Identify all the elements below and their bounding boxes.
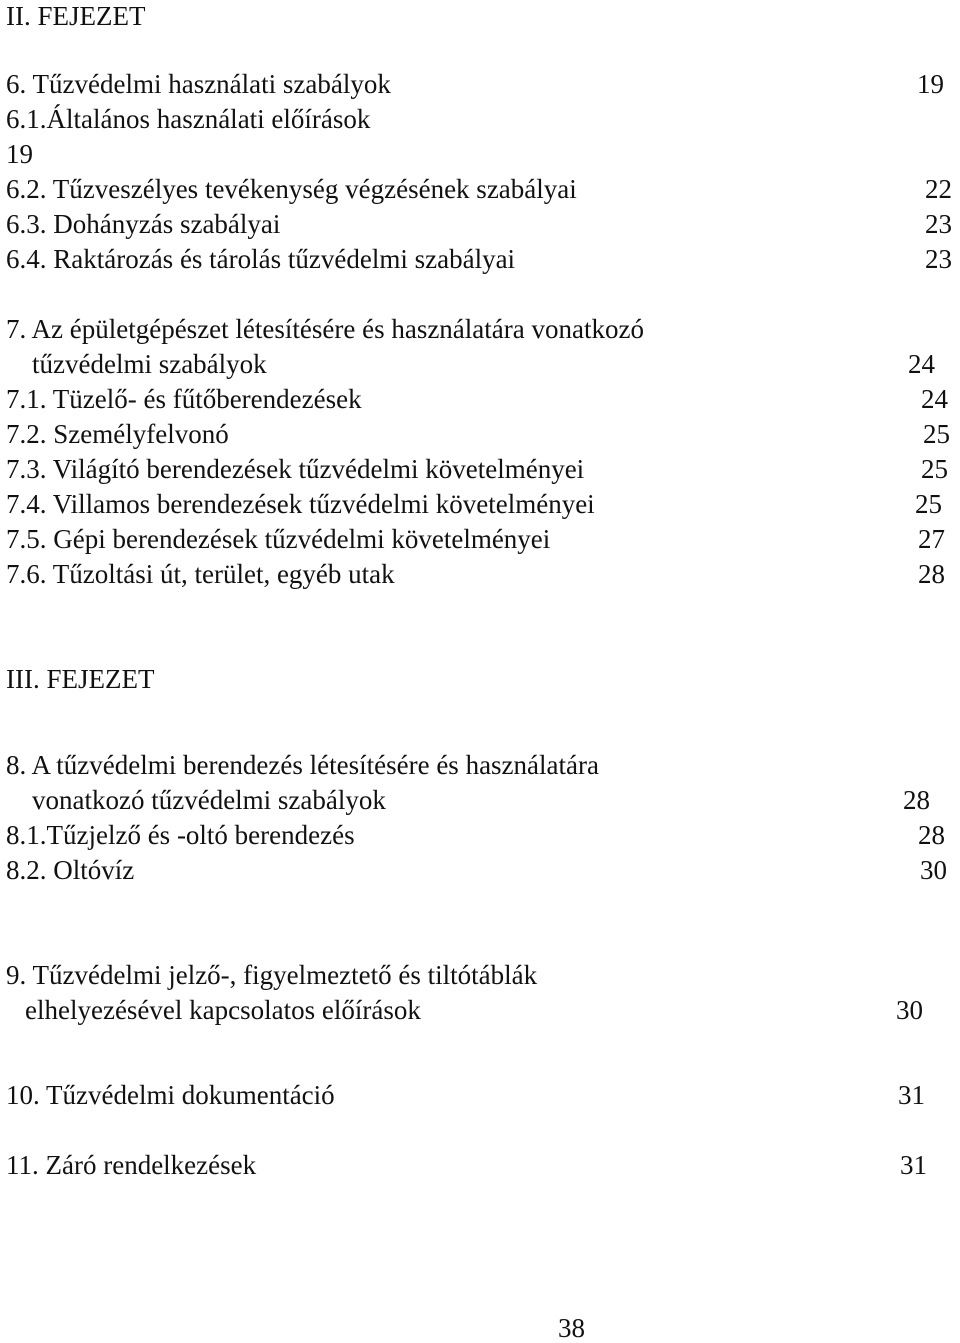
toc-entry-page: 30 — [920, 855, 947, 885]
toc-entry-title: 8.1.Tűzjelző és -oltó berendezés — [6, 820, 355, 850]
toc-entry-title: 7.6. Tűzoltási út, terület, egyéb utak — [6, 559, 395, 589]
toc-entry-title: 7.2. Személyfelvonó — [6, 419, 229, 449]
toc-entry-page: 24 — [908, 349, 935, 379]
toc-entry-page: 23 — [925, 209, 952, 239]
toc-entry-page: 25 — [923, 419, 950, 449]
toc-entry-page: 27 — [918, 524, 945, 554]
toc-entry-title: 11. Záró rendelkezések — [6, 1150, 257, 1180]
toc-entry-page: 19 — [6, 139, 33, 169]
toc-entry-title: 8.2. Oltóvíz — [6, 855, 135, 885]
toc-entry-page: 19 — [917, 69, 944, 99]
toc-entry-title-continuation: vonatkozó tűzvédelmi szabályok — [32, 785, 386, 815]
toc-entry-page: 22 — [925, 174, 952, 204]
toc-entry-title: 6.1.Általános használati előírások — [6, 104, 371, 134]
page-number: 38 — [558, 1313, 585, 1343]
toc-entry-page: 28 — [903, 785, 930, 815]
chapter-heading: III. FEJEZET — [6, 664, 155, 694]
toc-entry-page: 28 — [918, 559, 945, 589]
toc-entry-title-continuation: tűzvédelmi szabályok — [32, 349, 267, 379]
toc-entry-title: 7. Az épületgépészet létesítésére és használatára vonatkozó — [6, 314, 644, 344]
toc-entry-title: 7.3. Világító berendezések tűzvédelmi követelményei — [6, 454, 585, 484]
toc-entry-title: 6.2. Tűzveszélyes tevékenység végzésének szabályai — [6, 174, 577, 204]
toc-entry-title: 8. A tűzvédelmi berendezés létesítésére és használatára — [6, 750, 599, 780]
toc-entry-title: 6.4. Raktározás és tárolás tűzvédelmi szabályai — [6, 244, 516, 274]
toc-entry-title-continuation: elhelyezésével kapcsolatos előírások — [25, 995, 421, 1025]
toc-entry-title: 7.4. Villamos berendezések tűzvédelmi követelményei — [6, 489, 595, 519]
toc-entry-page: 31 — [898, 1080, 925, 1110]
toc-entry-title: 7.1. Tüzelő- és fűtőberendezések — [6, 384, 362, 414]
toc-entry-page: 31 — [900, 1150, 927, 1180]
toc-entry-title: 7.5. Gépi berendezések tűzvédelmi követelményei — [6, 524, 551, 554]
toc-entry-page: 23 — [925, 244, 952, 274]
toc-entry-title: 6.3. Dohányzás szabályai — [6, 209, 281, 239]
toc-entry-page: 30 — [896, 995, 923, 1025]
toc-entry-title: 10. Tűzvédelmi dokumentáció — [6, 1080, 335, 1110]
toc-entry-page: 25 — [921, 454, 948, 484]
toc-entry-page: 24 — [921, 384, 948, 414]
chapter-heading: II. FEJEZET — [6, 1, 146, 31]
toc-entry-page: 25 — [915, 489, 942, 519]
toc-entry-page: 28 — [918, 820, 945, 850]
toc-entry-title: 6. Tűzvédelmi használati szabályok — [6, 69, 391, 99]
toc-entry-title: 9. Tűzvédelmi jelző-, figyelmeztető és tiltótáblák — [6, 960, 538, 990]
